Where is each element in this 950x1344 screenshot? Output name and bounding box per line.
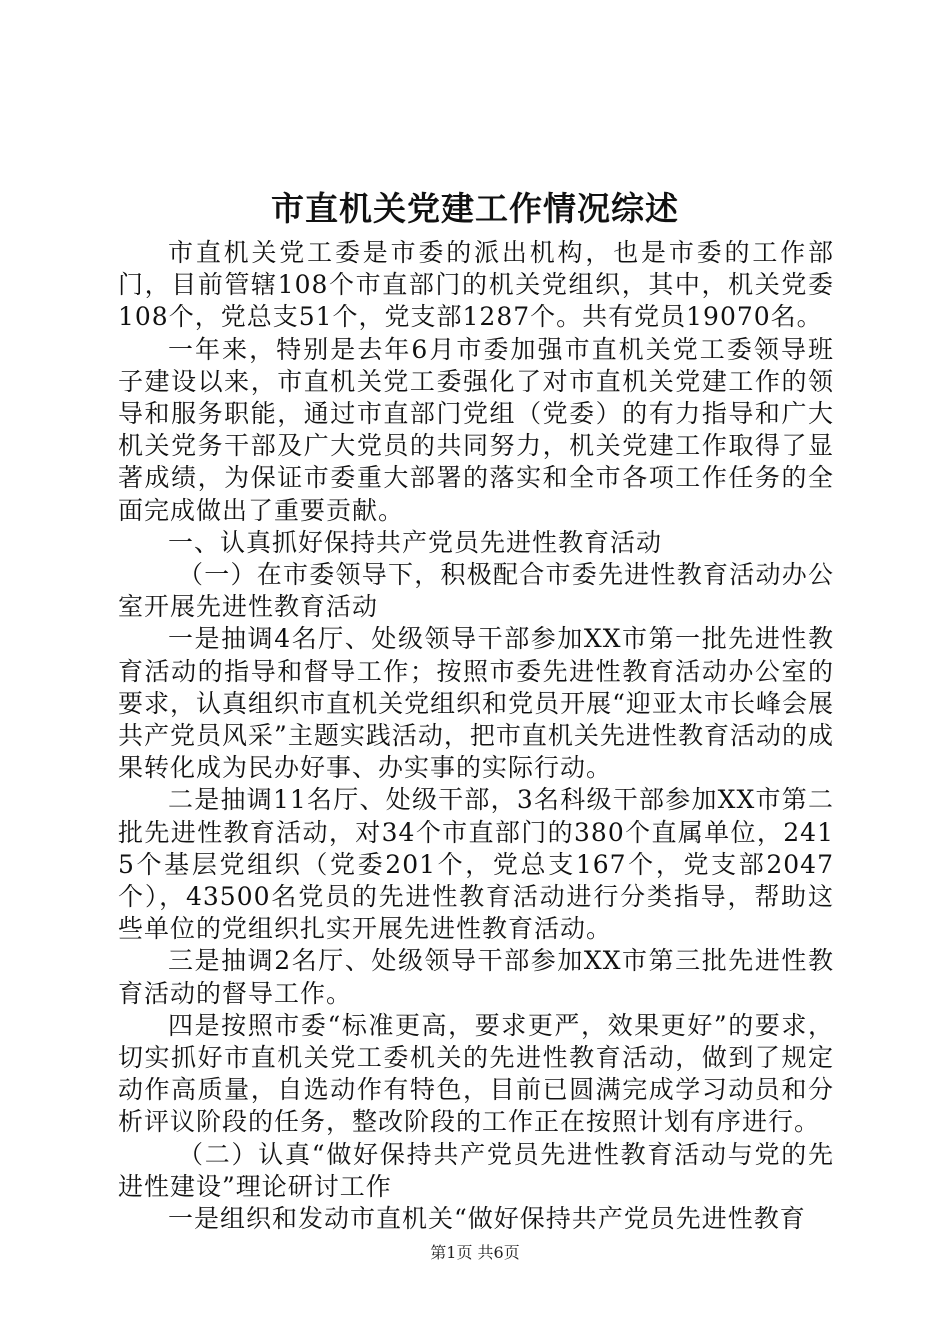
paragraph-item-2: 二是抽调11名厅、处级干部，3名科级干部参加XX市第二批先进性教育活动，对34个市直部门的380个直属单位，2415个基层党组织（党委201个，党总支167个，党支部2047个），43500名党员的先进性教育活动进行分类指导，帮助这些单位的党组织扎实开展先进性教育活动。 — [118, 785, 834, 944]
subsection-heading-1: （一）在市委领导下，积极配合市委先进性教育活动办公室开展先进性教育活动 — [118, 560, 834, 622]
document-title: 市直机关党建工作情况综述 — [271, 189, 679, 228]
paragraph-item-5: 一是组织和发动市直机关“做好保持共产党员先进性教育 — [168, 1204, 806, 1234]
paragraph-item-4: 四是按照市委“标准更高，要求更严，效果更好”的要求，切实抓好市直机关党工委机关的先进性教育活动，做到了规定动作高质量，自选动作有特色，目前已圆满完成学习动员和分析评议阶段的任务，整改阶段的工作正在按照计划有序进行。 — [118, 1010, 834, 1137]
document-body — [118, 237, 834, 1235]
paragraph-overview: 一年来，特别是去年6月市委加强市直机关党工委领导班子建设以来，市直机关党工委强化了对市直机关党建工作的领导和服务职能，通过市直部门党组（党委）的有力指导和广大机关党务干部及广大党员的共同努力，机关党建工作取得了显著成绩，为保证市委重大部署的落实和全市各项工作任务的全面完成做出了重要贡献。 — [118, 334, 834, 525]
page-number-footer: 第1页 共6页 — [430, 1243, 520, 1262]
paragraph-item-1: 一是抽调4名厅、处级领导干部参加XX市第一批先进性教育活动的指导和督导工作；按照市委先进性教育活动办公室的要求，认真组织市直机关党组织和党员开展“迎亚太市长峰会展共产党员风采”主题实践活动，把市直机关先进性教育活动的成果转化成为民办好事、办实事的实际行动。 — [118, 624, 834, 783]
subsection-heading-2: （二）认真“做好保持共产党员先进性教育活动与党的先进性建设”理论研讨工作 — [118, 1139, 834, 1201]
paragraph-intro: 市直机关党工委是市委的派出机构，也是市委的工作部门，目前管辖108个市直部门的机关党组织，其中，机关党委108个，党总支51个，党支部1287个。共有党员19070名。 — [118, 238, 834, 332]
paragraph-item-3: 三是抽调2名厅、处级领导干部参加XX市第三批先进性教育活动的督导工作。 — [118, 946, 834, 1008]
section-heading-1: 一、认真抓好保持共产党员先进性教育活动 — [168, 527, 663, 557]
